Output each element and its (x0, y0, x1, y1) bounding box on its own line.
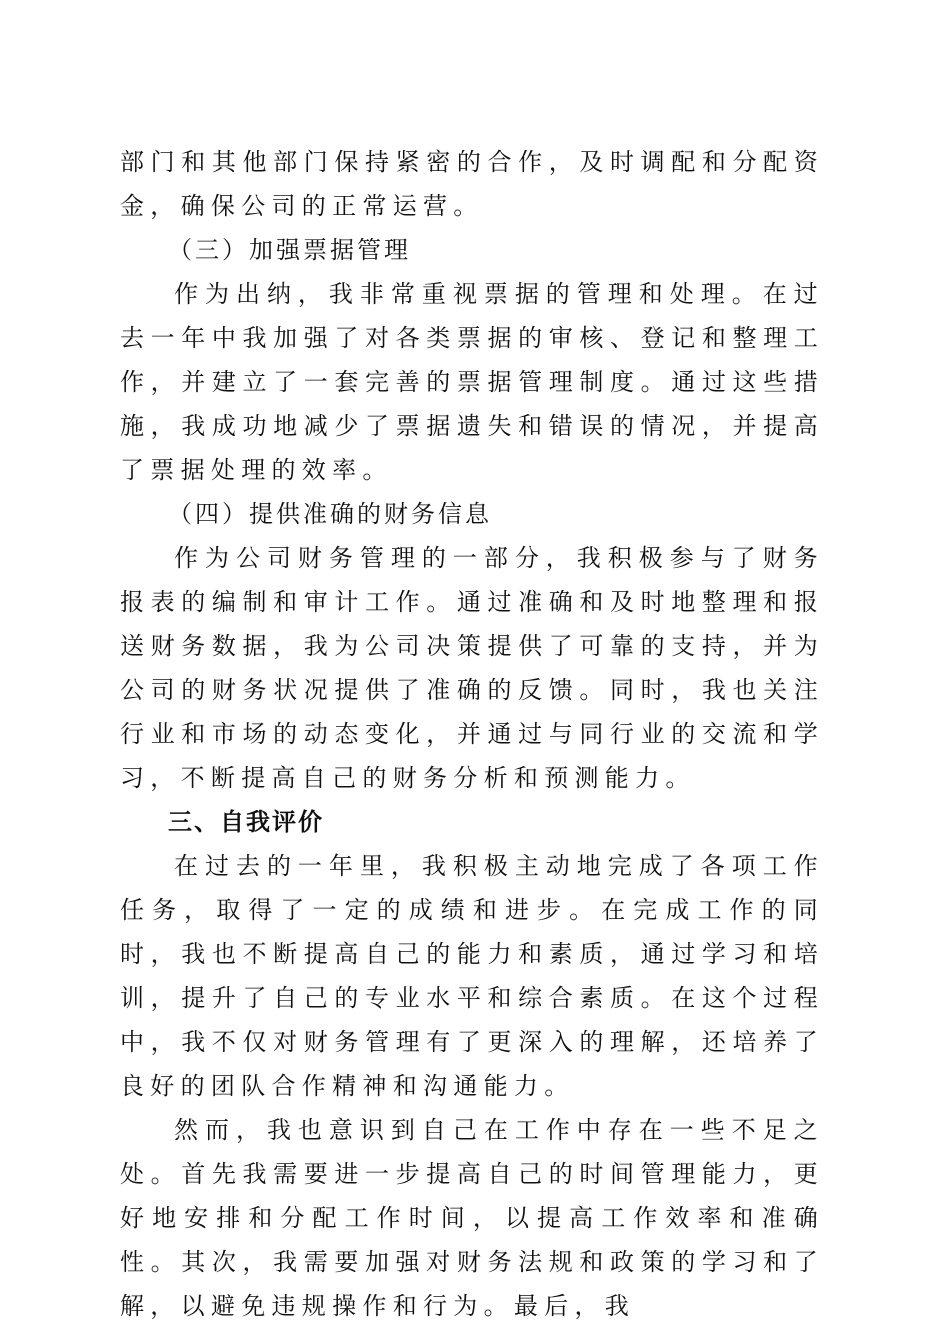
document-body (120, 140, 824, 1328)
paragraph-continuation: 部门和其他部门保持紧密的合作，及时调配和分配资金，确保公司的正常运营。 (120, 148, 824, 220)
paragraph-receipt-management: 作为出纳，我非常重视票据的管理和处理。在过去一年中我加强了对各类票据的审核、登记和整理工作，并建立了一套完善的票据管理制度。通过这些措施，我成功地减少了票据遗失和错误的情况，并提高了票据处理的效率。 (120, 280, 824, 484)
paragraph-financial-info: 作为公司财务管理的一部分，我积极参与了财务报表的编制和审计工作。通过准确和及时地整理和报送财务数据，我为公司决策提供了可靠的支持，并为公司的财务状况提供了准确的反馈。同时，我也关注行业和市场的动态变化，并通过与同行业的交流和学习，不断提高自己的财务分析和预测能力。 (120, 544, 824, 792)
section-subheading-4: （四）提供准确的财务信息 (168, 500, 492, 528)
section-heading-self-evaluation: 三、自我评价 (168, 808, 324, 836)
paragraph-shortcomings: 然而，我也意识到自己在工作中存在一些不足之处。首先我需要进一步提高自己的时间管理能力，更好地安排和分配工作时间，以提高工作效率和准确性。其次，我需要加强对财务法规和政策的学习和了解，以避免违规操作和行为。最后，我 (120, 1116, 824, 1320)
paragraph-self-evaluation: 在过去的一年里，我积极主动地完成了各项工作任务，取得了一定的成绩和进步。在完成工作的同时，我也不断提高自己的能力和素质，通过学习和培训，提升了自己的专业水平和综合素质。在这个过程中，我不仅对财务管理有了更深入的理解，还培养了良好的团队合作精神和沟通能力。 (120, 852, 824, 1100)
section-subheading-3: （三）加强票据管理 (168, 236, 411, 264)
